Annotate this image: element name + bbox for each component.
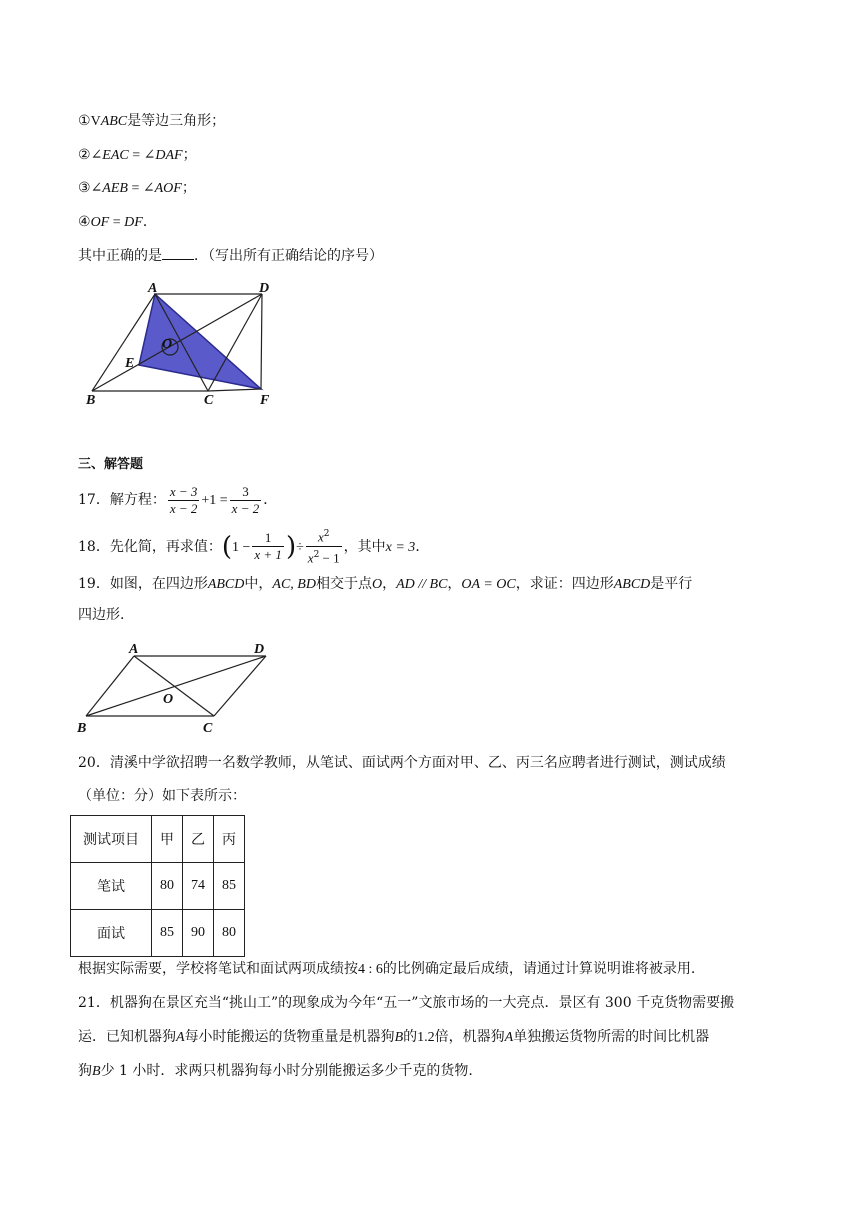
question-21-line-2 <box>78 1027 709 1048</box>
statement-4-end: ． <box>142 214 157 230</box>
q19-oa-oc: OA = OC <box>461 577 516 592</box>
q20-after-text-1: 根据实际需要，学校将笔试和面试两项成绩按 <box>78 961 358 977</box>
statement-2 <box>78 145 197 166</box>
header-item: 测试项目 <box>71 816 152 863</box>
q19-text-6: ，求证：四边形 <box>515 576 614 592</box>
header-jia: 甲 <box>152 816 183 863</box>
question-20-after-table <box>78 959 695 980</box>
question-19-line-2: 四边形. <box>78 607 125 623</box>
equals-sign: = <box>128 148 144 163</box>
q18-f2-den-rest: − 1 <box>319 550 340 566</box>
cell-value: 80 <box>214 910 245 957</box>
label-c: C <box>204 393 214 408</box>
row-label-written: 笔试 <box>71 863 152 910</box>
left-paren: ( <box>221 531 232 562</box>
cell-value: 80 <box>152 863 183 910</box>
diagonal-bd <box>86 656 266 716</box>
q18-f2-denominator <box>306 547 342 567</box>
q17-end: ． <box>263 492 278 508</box>
q18-f2-den-exp: 2 <box>313 550 320 561</box>
section-heading: 三、解答题 <box>78 457 144 472</box>
triangle-abc: ABC <box>100 114 128 129</box>
label-b: B <box>77 721 87 735</box>
cell-value: 90 <box>183 910 214 957</box>
segment-cf <box>208 389 261 391</box>
label-f: F <box>260 393 270 408</box>
table-header-row <box>71 816 245 863</box>
angle-aeb: ∠AEB <box>90 181 128 196</box>
score-table <box>70 815 245 957</box>
side-ab <box>86 656 134 716</box>
question-19-line-1 <box>78 574 692 595</box>
prompt-text: 其中正确的是 <box>78 248 162 264</box>
q17-plus-one: +1 = <box>201 493 228 508</box>
question-21-line-3 <box>78 1061 473 1082</box>
q18-f1-denominator: x + 1 <box>254 547 282 563</box>
cell-value: 85 <box>152 910 183 957</box>
q19-text-1: 19．如图，在四边形 <box>78 576 208 592</box>
q18-f1-numerator: 1 <box>252 530 284 547</box>
q18-end: ． <box>415 538 430 555</box>
statement-2-marker: ② <box>78 147 91 163</box>
cell-value: 74 <box>183 863 214 910</box>
question-20-line-1: 20．清溪中学欲招聘一名数学教师，从笔试、面试两个方面对甲、乙、丙三名应聘者进行测试，测试成绩 <box>78 755 726 771</box>
row-label-interview: 面试 <box>71 910 152 957</box>
q18-condition: x = 3 <box>385 539 416 555</box>
label-a: A <box>129 642 139 657</box>
angle-daf: ∠DAF <box>143 148 183 163</box>
q19-text-3: 相交于点 <box>315 576 372 592</box>
angle-eac: ∠EAC <box>90 148 129 163</box>
figure-parallelogram-abcd <box>74 640 274 735</box>
q18-f2-den-base: x <box>307 550 314 566</box>
side-df <box>261 294 262 389</box>
q21-dog-b-2: B <box>92 1064 101 1079</box>
label-a: A <box>148 281 158 296</box>
figure-parallelogram-triangle <box>78 280 298 410</box>
statement-4 <box>78 212 157 233</box>
label-c: C <box>203 721 213 735</box>
label-d: D <box>259 281 270 296</box>
q17-f1-denominator: x − 2 <box>169 500 198 516</box>
segment-of: OF <box>90 215 110 230</box>
cell-value: 85 <box>214 863 245 910</box>
q18-fraction-2 <box>306 526 342 568</box>
q21-dog-a: A <box>176 1030 185 1045</box>
answer-blank <box>162 245 194 260</box>
question-17 <box>78 482 277 519</box>
shaded-triangle-aef <box>139 294 261 389</box>
q21-text-f: 狗 <box>78 1063 92 1079</box>
q21-text-a: 运．已知机器狗 <box>78 1029 176 1045</box>
angle-aof: ∠AOF <box>142 181 182 196</box>
q18-f2-num-exp: 2 <box>323 529 330 539</box>
label-e: E <box>125 356 135 371</box>
q17-fraction-1 <box>168 484 200 517</box>
q18-f2-numerator <box>306 526 342 547</box>
q19-text-2: 中， <box>244 576 273 592</box>
label-o: O <box>163 692 174 707</box>
header-bing: 丙 <box>214 816 245 863</box>
q17-label: 17．解方程： <box>78 492 166 508</box>
statement-2-end: ； <box>182 147 197 163</box>
table-row <box>71 863 245 910</box>
statement-1 <box>78 111 225 132</box>
q18-fraction-1 <box>252 530 284 563</box>
q21-dog-a-2: A <box>504 1030 514 1045</box>
label-b: B <box>86 393 96 408</box>
q21-text-e: 单独搬运货物所需的时间比机器 <box>513 1029 710 1045</box>
q20-after-text-2: 的比例确定最后成绩，请通过计算说明谁将被录用. <box>382 961 696 977</box>
equals-sign: = <box>127 181 143 196</box>
q21-dog-b: B <box>394 1030 404 1045</box>
triangle-symbol: V <box>90 114 101 129</box>
q21-text-d: 倍，机器狗 <box>434 1029 505 1045</box>
equals-sign: = <box>109 215 125 230</box>
division-sign: ÷ <box>296 539 304 555</box>
q19-text-5: ， <box>447 576 462 592</box>
q19-abcd-2: ABCD <box>613 577 651 592</box>
q20-ratio: 4 : 6 <box>358 962 383 977</box>
label-o: O <box>162 337 173 352</box>
q19-o: O <box>371 577 383 592</box>
question-18 <box>78 526 429 568</box>
header-yi: 乙 <box>183 816 214 863</box>
q17-fraction-2 <box>230 484 262 517</box>
statement-3-marker: ③ <box>78 180 91 196</box>
q21-text-b: 每小时能搬运的货物重量是机器狗 <box>184 1029 395 1045</box>
q19-ac-bd: AC, BD <box>272 577 316 592</box>
right-paren: ) <box>285 531 297 562</box>
q18-tail: ，其中 <box>343 538 386 555</box>
q21-text-g: 少 1 小时．求两只机器狗每小时分别能搬运多少千克的货物. <box>100 1063 473 1079</box>
q19-text-4: ， <box>382 576 397 592</box>
table-row <box>71 910 245 957</box>
q21-text-c: 的 <box>403 1029 418 1045</box>
q19-text-7: 是平行 <box>650 576 693 592</box>
diagonal-ac <box>134 656 214 716</box>
answer-prompt <box>78 245 383 266</box>
q17-f2-numerator: 3 <box>230 484 262 501</box>
q18-one-minus: 1 − <box>231 539 251 555</box>
segment-df: DF <box>124 215 143 230</box>
q17-f2-denominator: x − 2 <box>231 500 260 516</box>
q18-label: 18．先化简，再求值： <box>78 538 222 555</box>
q19-abcd: ABCD <box>207 577 245 592</box>
q17-f1-numerator: x − 3 <box>169 483 198 499</box>
q19-parallel: AD // BC <box>396 577 448 592</box>
q18-f2-num-base: x <box>317 529 324 545</box>
question-21-line-1: 21．机器狗在景区充当“挑山工”的现象成为今年“五一”文旅市场的一大亮点．景区有 300 千克货物需要搬 <box>78 995 735 1011</box>
statement-4-marker: ④ <box>78 214 91 230</box>
statement-3-end: ； <box>181 180 196 196</box>
q21-ratio: 1.2 <box>417 1030 435 1045</box>
label-d: D <box>254 642 265 657</box>
statement-3 <box>78 178 196 199</box>
statement-1-marker: ① <box>78 113 91 129</box>
question-20-line-2: （单位：分）如下表所示： <box>78 788 246 804</box>
statement-1-text: 是等边三角形； <box>127 113 226 129</box>
prompt-instruction: ．（写出所有正确结论的序号） <box>194 248 383 264</box>
